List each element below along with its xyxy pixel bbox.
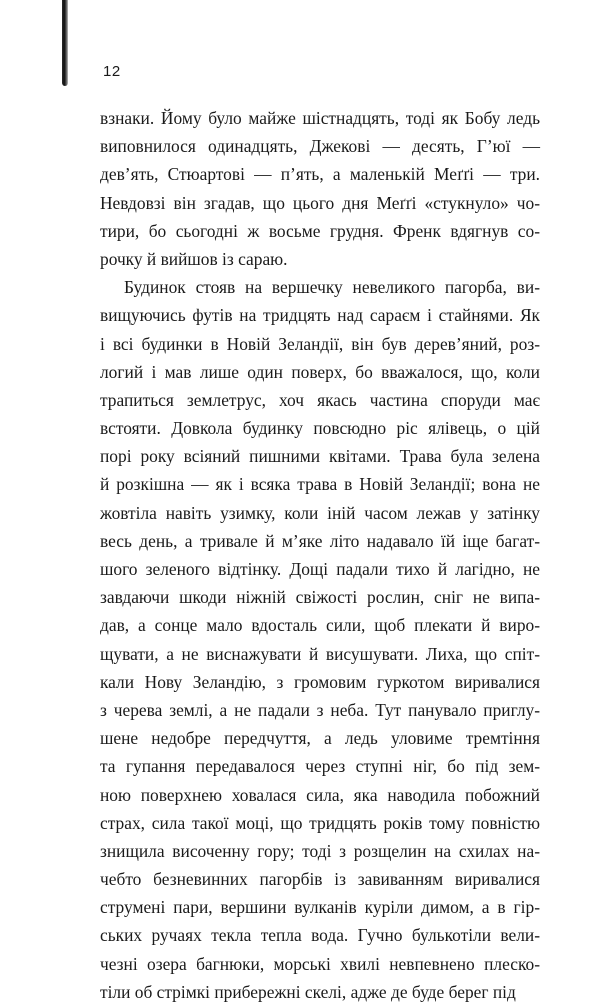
text-line: знищила височенну гору; тоді з розщелин на схилах на- — [100, 840, 540, 861]
text-line: й розкішна — як і всяка трава в Новій Зеландії; вона не — [100, 474, 540, 495]
page-number: 12 — [103, 63, 121, 80]
text-line: і всі будинки в Новій Зеландії, він був дерев’яний, роз- — [100, 333, 540, 354]
book-spine-shadow — [62, 0, 68, 86]
text-line: тіли об стрімкі прибережні скелі, адже де буде берег під — [100, 981, 516, 1002]
text-line: чебто безневинних пагорбів із завиванням виривалися — [100, 869, 540, 890]
text-line: порі року всіяний пишними квітами. Трава була зелена — [100, 446, 540, 467]
paragraph — [100, 104, 540, 273]
text-line: жовтіла навіть узимку, коли іній часом лежав у затінку — [100, 502, 540, 523]
body-text — [100, 104, 540, 1006]
text-line: трапиться землетрус, хоч якась частина споруди має — [100, 389, 540, 410]
text-line: струмені пари, вершини вулканів куріли димом, а в гір- — [100, 897, 540, 918]
text-line: виповнилося одинадцять, Джекові — десять, Г’юї — — [100, 136, 540, 157]
text-line: та гупання передавалося через ступні ніг, бо під зем- — [100, 756, 540, 777]
text-line: весь день, а тривале й м’яке літо надавало їй іще багат- — [100, 530, 540, 551]
text-line: встояти. Довкола будинку повсюдно ріс ялівець, о цій — [100, 418, 540, 439]
text-line: дев’ять, Стюартові — п’ять, а маленькій Меґґі — три. — [100, 164, 540, 185]
text-line: кали Нову Зеландію, з громовим гуркотом виривалися — [100, 671, 540, 692]
text-line: завдаючи шкоди ніжній свіжості рослин, сніг не випа- — [100, 587, 540, 608]
text-line: тири, бо сьогодні ж восьме грудня. Френк вдягнув со- — [100, 220, 540, 241]
text-line: рочку й вийшов із сараю. — [100, 248, 288, 269]
paragraph — [100, 273, 540, 1006]
text-line: щувати, а не виснажувати й висушувати. Лиха, що спіт- — [100, 643, 540, 664]
text-line: чезні озера багнюки, морські хвилі невпевнено плеско- — [100, 953, 540, 974]
text-line: ною поверхнею ховалася сила, яка наводила побожний — [100, 784, 540, 805]
text-line: вищуючись футів на тридцять над сараєм і стайнями. Як — [100, 305, 540, 326]
text-line: взнаки. Йому було майже шістнадцять, тоді як Бобу ледь — [100, 108, 540, 128]
text-line: шого зеленого відтінку. Дощі падали тихо й лагідно, не — [100, 559, 540, 579]
text-line: Будинок стояв на вершечку невеликого пагорба, ви- — [124, 277, 540, 298]
text-line: логий і мав лише один поверх, бо вважалося, що, коли — [100, 361, 540, 382]
text-line: шене недобре передчуття, а ледь уловиме тремтіння — [100, 728, 540, 749]
text-line: дав, а сонце мало вдосталь сили, щоб плекати й виро- — [100, 615, 540, 636]
text-line: з черева землі, а не падали з неба. Тут панувало приглу- — [100, 699, 540, 720]
text-line: ських ручаях текла тепла вода. Гучно булькотіли вели- — [100, 925, 540, 946]
text-line: Невдовзі він згадав, що цього дня Меґґі «стукнуло» чо- — [100, 192, 540, 213]
text-line: страх, сила такої моці, що тридцять років тому повністю — [100, 812, 540, 833]
